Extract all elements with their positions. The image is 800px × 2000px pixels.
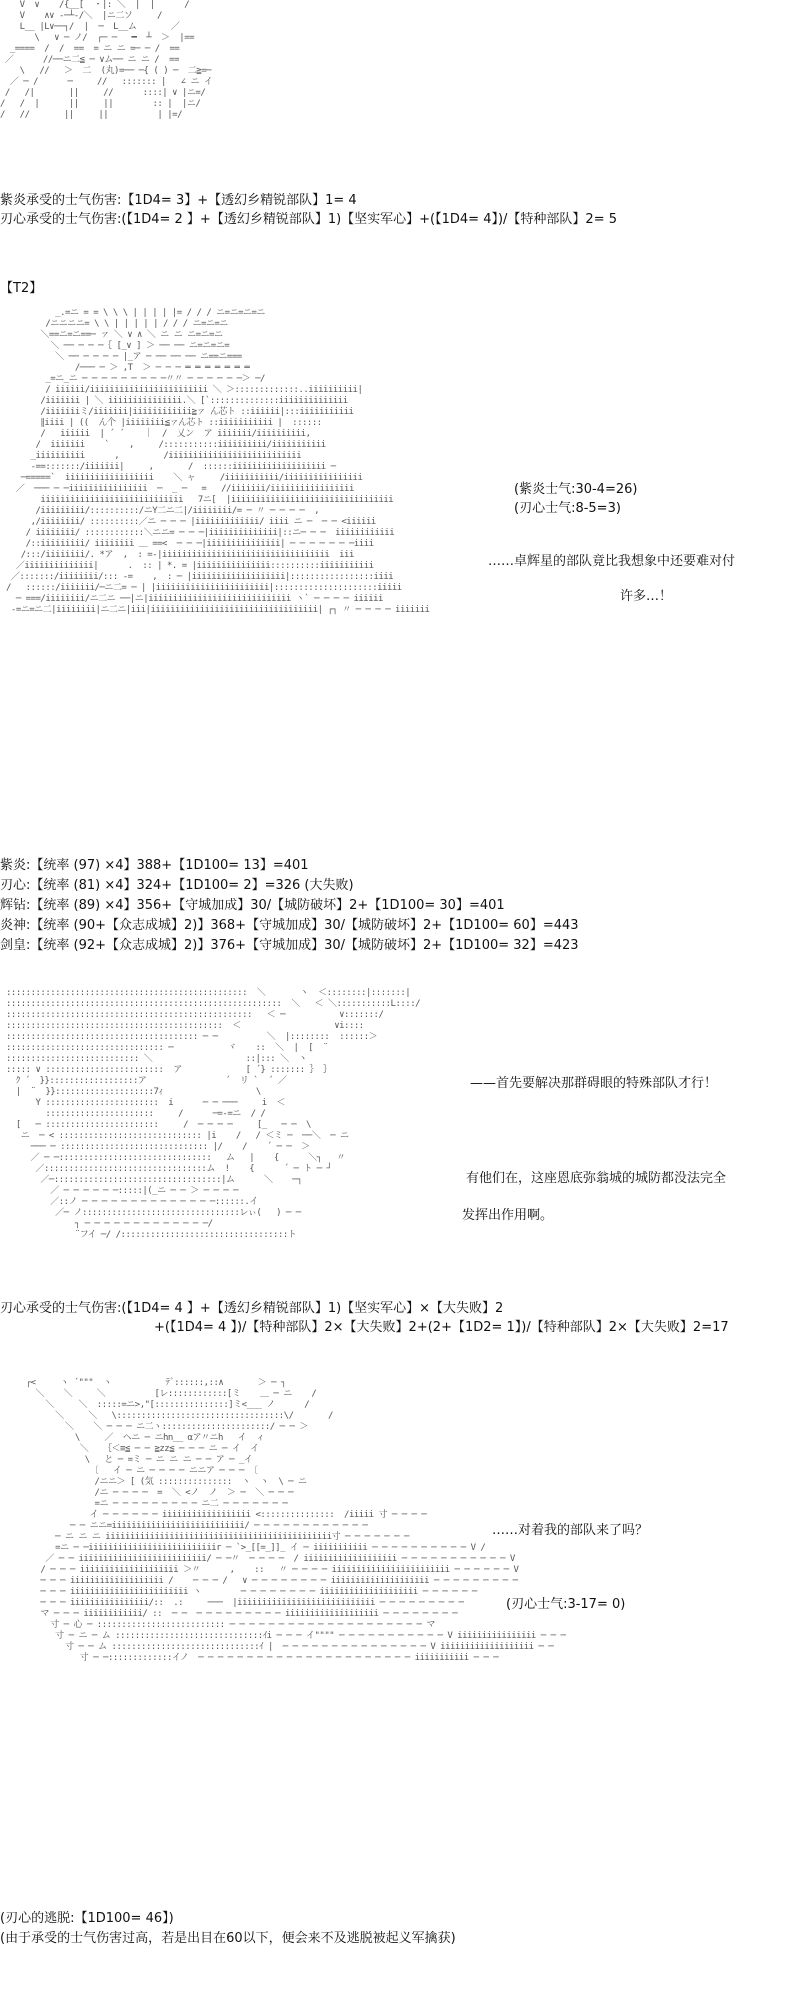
speech-text: ……对着我的部队来了吗？ — [492, 1523, 649, 1538]
ascii-art-figure-3: ::::::::::::::::::::::::::::::::::::::::::::::::: ＼ ヽ ＜::::::::|:::::::| :::::::::::::::::::::::::::::::::::::::::::::::::::::::: ＼ ＜ ＼:::::::::::L::::/ :::::::::::::::::::::::::::::::::::::::::::::::::: ＜ ─ ∨:::::::/ :::::::::::::::::::::::::::::::::::::::::::: ＜ ∨i:::: ::::::::::::::::::::::::::::::::::::::: ─ ─ ＼ |:::::::: ::::::＞ :::::::::::::::::::::::::::::::: ─ ヾ :: ＼ | [ ¨ ::::::::::::::::::::::::::: ＼ ::|::: ＼ ヽ ::::: ∨ :::::::::::::::::::::::: ア [ ´} ::::::: ｝ ｝ ｸ ´ }}::::::::::::::::::ア ´ リ ` ´ ／ | ¨ }}::::::::::::::::::::7ｨ \ Y ::::::::::::::::::::::: i ─ ─ ─── i ＜ :::::::::::::::::::::: / ─=-=ニ / / [ ─ ::::::::::::::::::::::: / ─ ─ ─ ─ [_ ─ ─ \ ニ ─ < ::::::::::::::::::::::::::::: |i / / ＜ミ ─ ──＼ ─ ニ ─── ─ :::::::::::::::::::::::::::::: |/ / ´ ─ ─ ＞ ／ ─ ─::::::::::::::::::::::::::::::: ム | { ＼┐ 〃 ／:::::::::::::::::::::::::::::::::ム ! { ´ ─ ト ─ ┘ ／─::::::::::::::::::::::::::::::::::|ム ＼ ─┐ ／ ─ ─ ─ ─ ─ ─:::::|(_ニ ─ ─ ＞ ─ ─ ─ ─ ／::ノ ─ ─ ─ ─ ─ ─ ─ ─ ─ ─ ─ ─ ─ ─::::::.イ ／─ ノ::::::::::::::::::::::::::::::::レぃ( ) ─ ─ ┐ ─ ─ ─ ─ ─ ─ ─ ─ ─ ─ ─ ─ ─/ ¨フイ ─/ /::::::::::::::::::::::::::::::::::ト — [6, 988, 421, 1240]
ascii-art-figure-4: ┌< ヽ ´""" ヽ ﾃﾞ::::::,::∧ ＞ ─ ┐ ＼ ＼ ＼ [レ::::::::::::[ミ ＿ ─ ニ / ＼ ＼ :::::=ニ>,"[:::::::::::::::]ミ<___ ノ / ＼ ＼ \::::::::::::::::::::::::::::::::::\/ / ＼ ＼ ─ ─ ─ ニ二ヽ::::::::::::::::::::::/ ─ ─ ＞ \ ／ ヘニ ─ ニhn__ αア〃ニh イ ィ ＼ ｛＜≡≦ ─ ─ ≧zz≦ ─ ─ ─ ニ ─ イ イ \ と ─ =ミ ─ ニ ニ ニ ─ ─ ア ─ _イ 〔 イ ─ ニ ─ ─ ─ ─ ニニア ─ ─ ─ 〔 /ニニ＞ [ (気 ::::::::::::::: ヽ ヽ \ ─ ニ /ニ ─ ─ ─ ─ = ＼ <ノ ノ ＞ ─ ＼ ─ ─ ─ =ニ ─ ─ ─ ─ ─ ─ ─ ─ ─ ニ二 ─ ─ ─ ─ ─ ─ ─ イ ─ ─ ─ ─ ─ ─ iiiiiiiiiiiiiiiiii <::::::::::::::: /iiiii 寸 ─ ─ ─ ─ ─ ─ ニニ=iiiiiiiiiiiiiiiiiiiiiiiiiii/ ─ ─ ─ ─ ─ ─ ─ ─ ─ ─ ─ ─ ─ ニ ニ ニ iiiiiiiiiiiiiiiiiiiiiiiiiiiiiiiiiiiiiiiiiiiiii寸 ─ ─ ─ ─ ─ ─ ─ =ニ ─ ─iiiiiiiiiiiiiiiiiiiiiiiiiir ─ `>_[[=_]]_ イ ─ iiiiiiiiiii ─ ─ ─ ─ ─ ─ ─ ─ ─ ─ V / ／ ─ ─ iiiiiiiiiiiiiiiiiiiiiiiiii/ ─ ─〃 ─ ─ ─ ─ / iiiiiiiiiiiiiiiiiii ─ ─ ─ ─ ─ ─ ─ ─ ─ ─ ─ V / ─ ─ ─ iiiiiiiiiiiiiiiiiiii ＞〃 , :: 〃 ─ ─ ─ ─ iiiiiiiiiiiiiiiiiiiiiiii ─ ─ ─ ─ ─ ─ V ─ ─ ─ iiiiiiiiiiiiiiiiiii / ─ ─ ─ / ∨ ─ ─ ─ ─ ─ ─ ─ ─ iiiiiiiiiiiiiiiiiiii ─ ─ ─ ─ ─ ─ ─ ─ ─ ─ ─ ─ iiiiiiiiiiiiiiiiiiiiiiii ヽ ─ ─ ─ ─ ─ ─ ─ ─ iiiiiiiiiiiiiiiiiiii ─ ─ ─ ─ ─ ─ ─ ─ ─ iiiiiiiiiiiiiiii/:: .: ─── |iiiiiiiiiiiiiiiiiiiiiiiiiiii ─ ─ ─ ─ ─ ─ ─ ─ ─ マ ─ ─ ─ iiiiiiiiiiii/ :: ─ ─ ─ ─ ─ ─ ─ ─ ─ ─ ─ iiiiiiiiiiiiiiiiiii ─ ─ ─ ─ ─ ─ ─ ─ 寸 ─ 心 ─ :::::::::::::::::::::::::: ─ ─ ─ ─ ─ ─ ─ ─ ─ ─ ─ ─ ─ ─ ─ ─ ─ ─ ─ ─ マ 寸 ─ ニ ─ ム ::::::::::::::::::::::::::::::ｲi ─ ─ ─ イ"""" ─ ─ ─ ─ ─ ─ ─ ─ ─ ─ ─ V iiiiiiiiiiiiiiii ─ ─ ─ 寸 ─ ─ ム ::::::::::::::::::::::::::::::ｲ | ─ ─ ─ ─ ─ ─ ─ ─ ─ ─ ─ ─ ─ ─ ─ V iiiiiiiiiiiiiiiiiii ─ ─ 寸 ─ ─:::::::::::::イノ ─ ─ ─ ─ ─ ─ ─ ─ ─ ─ ─ ─ ─ ─ ─ ─ ─ ─ ─ ─ ─ ─ iiiiiiiiiii ─ ─ ─ — [25, 1378, 566, 1663]
turn-tag: 【T2】 — [0, 281, 43, 296]
stat-line: 刃心:【统率 (81) ×4】324+【1D100= 2】=326 (大失败) — [0, 878, 354, 893]
morale-damage-line: 紫炎承受的士气伤害:【1D4= 3】+【透幻乡精锐部队】1= 4 — [0, 193, 357, 208]
speech-text: 许多…！ — [620, 589, 673, 604]
speech-text: 发挥出作用啊。 — [462, 1208, 554, 1223]
morale-damage-line: 刃心承受的士气伤害:(【1D4= 2 】+【透幻乡精锐部队】1)【坚实军心】+(【1D4= 4】)/【特种部队】2= 5 — [0, 212, 617, 227]
stat-line: 剑皇:【统率 (92+【众志成城】2)】376+【守城加成】30/【城防破坏】2+【1D100= 32】=423 — [0, 938, 579, 953]
speech-text: 有他们在，这座恩底弥翁城的城防都没法完全 — [466, 1171, 727, 1186]
morale-damage-line: +(【1D4= 4 】)/【特种部队】2×【大失败】2+(2+【1D2= 1】)/【特种部队】2×【大失败】2=17 — [154, 1320, 729, 1335]
stat-line: 炎神:【统率 (90+【众志成城】2)】368+【守城加成】30/【城防破坏】2+【1D100= 60】=443 — [0, 918, 579, 933]
speech-text: ……卓辉星的部队竟比我想象中还要难对付 — [488, 554, 736, 569]
escape-note: (由于承受的士气伤害过高，若是出目在60以下，便会来不及逃脱被起义军擒获) — [0, 1931, 456, 1946]
morale-status: (紫炎士气:30-4=26) — [514, 482, 638, 497]
morale-status: (刃心士气:8-5=3) — [514, 501, 621, 516]
morale-damage-line: 刃心承受的士气伤害:(【1D4= 4 】+【透幻乡精锐部队】1)【坚实军心】×【大失败】2 — [0, 1301, 504, 1316]
stat-line: 紫炎:【统率 (97) ×4】388+【1D100= 13】=401 — [0, 858, 309, 873]
speech-text: ——首先要解决那群碍眼的特殊部队才行！ — [470, 1076, 718, 1091]
stat-line: 辉钻:【统率 (89) ×4】356+【守城加成】30/【城防破坏】2+【1D100= 30】=401 — [0, 898, 505, 913]
ascii-art-figure-2: _.=ニ = = \ \ \ | | | | |= / / / ニ=ニ=ニ=ニ /ニニニニ= \ \ | | | | | / / / ニ=ニ=ニ ＼==ニ=ニ==─ ァ ＼ ∨ ∧ ＼ ニ ニ ニ=ニ=ニ ＼ ── ─ ─ ─｛ [_∨ ] ＞ ── ── ニ=ニ=ニ= ＼ ── ─ ─ ─ ─ |_ア ─ ── ── ── ニ==ニ=== /─── ─ ＞ ,T ＞ ─ ─ ─ ═ ═ ═ ═ ═ ═ ═ _=ニ_ニ ─ ─ ─ ─ ─ ─ ─ ─ ─〃〃 ─ ─ ─ ─ ─ ─＞ ─/ / iiiiii/iiiiiiiiiiiiiiiiiiiiiiii ＼ ＞:::::::::::::..iiiiiiiiii| /iiiiiii | ＼ iiiiiiiiiiiiiii.＼ [`::::::::::::::iiiiiiiiiiiiii /iiiiiiiミ/iiiiiii|iiiiiiiiiiii≧ァ ん芯ト ::iiiiii|:::iiiiiiiiiii ∥iiii | (( ん个 |iiiiiiii≦ァん芯ト ::iiiiiiiiiii | :::::: / iiiiii | ´ ´ ｜ / 乂ン ア iiiiiii/iiiiiiiiii, / iiiiiii ` , /:::::::::::iiiiiiiiii/iiiiiiiiiii _iiiiiiiiii , /iiiiiiiiiiiiiiiiiiiiiiiiiii -==:::::::/iiiiiii| , / ::::::iiiiiiiiiiiiiiiiiii ─ ─=====` iiiiiiiiiiiiiiiiii ＼ ャ /iiiiiiiiiii/iiiiiiiiiiiiiiii ／ ─── ─ ─iiiiiiiiiiiiiiii ─ _ ─ = //iiiiiii/iiiiiiiiiiiiiiiii iiiiiiiiiiiiiiiiiiiiiiiiiiiii 7ニ[ |iiiiiiiiiiiiiiiiiiiiiiiiiiiiiiiii /iiiiiiiii/::::::::::/ニY二ニ二|/iiiiiiii/= ─ 〃 ─ ─ ─ ─ , ,/iiiiiiii/ ::::::::::／ニ ─ ─ ─ |iiiiiiiiiiiii/ iiii ニ ─ ─ ─ <iiiiii / iiiiiiii/ ::::::::::::＼ニニ= ─ ─ ─|iiiiiiiiiiiiii|::ニ─ ─ ─ iiiiiiiiiiii /::iiiiiiiii/ iiiiiiii ＿ ==< ─ ─ ─|iiiiiiiiiiiiiii| ─ ─ ─ ─ ─ ─ ─iiii /:::/iiiiiiii/. *ア , : =-|iiiiiiiiiiiiiiiiiiiiiiiiiiiiiiiiii iii ／iiiiiiiiiiiiii| . :: | *. = |iiiiiiiiiiiiiii::::::::::iiiiiiiiiii ／:::::::/iiiiiiii/::: -= , : ─ |iiiiiiiiiiiiiiiiiii|:::::::::::::::::iiii / ::::::/iiiiiii/─ニ二= ─ | |iiiiiiiiiiiiiiiiiiiiiii|:::::::::::::::::::::iiiii ─ ===/iiiiiiii/ニ二ニ ──|ニ|iiiiiiiiiiiiiiiiiiiiiiiiiiiii ヽ` ─ ─ ─ ─ iiiiii -=ニ=ニ二|iiiiiiii|ニ二ニ|iii|iiiiiiiiiiiiiiiiiiiiiiiiiiiiiiiiii| ┌┐ 〃 ─ ─ ─ ─ iiiiiii — [6, 308, 430, 615]
morale-status: (刃心士气:3-17= 0) — [506, 1597, 626, 1612]
escape-roll: (刃心的逃脱:【1D100= 46】) — [0, 1911, 174, 1926]
ascii-art-figure-1: V ∨ /{__[ ・|: ＼ | | / V ∧∨ ‐─┴-/＼ |ニ二ソ / L__ |L∨──┐/ | ─ L__ム ／ \ ∨ ─ ノ/ ┌─ ─ ━ ┴ ＞ |== _==== / / == = ニ ニ =─ ─ / == ／ //──ニ二≦ ─ ∨ム── ニ ニ / == \ // ＞ 二 (丸)=── ─{ ( ) ─ 二≧=─ ／ ─ / ─ // ::::::: | ∠ ニ イ / /| || // ::::| ∨ |ニ=/ / / | || || :: | |ニ/ / // || || | |=/ — [0, 0, 213, 120]
